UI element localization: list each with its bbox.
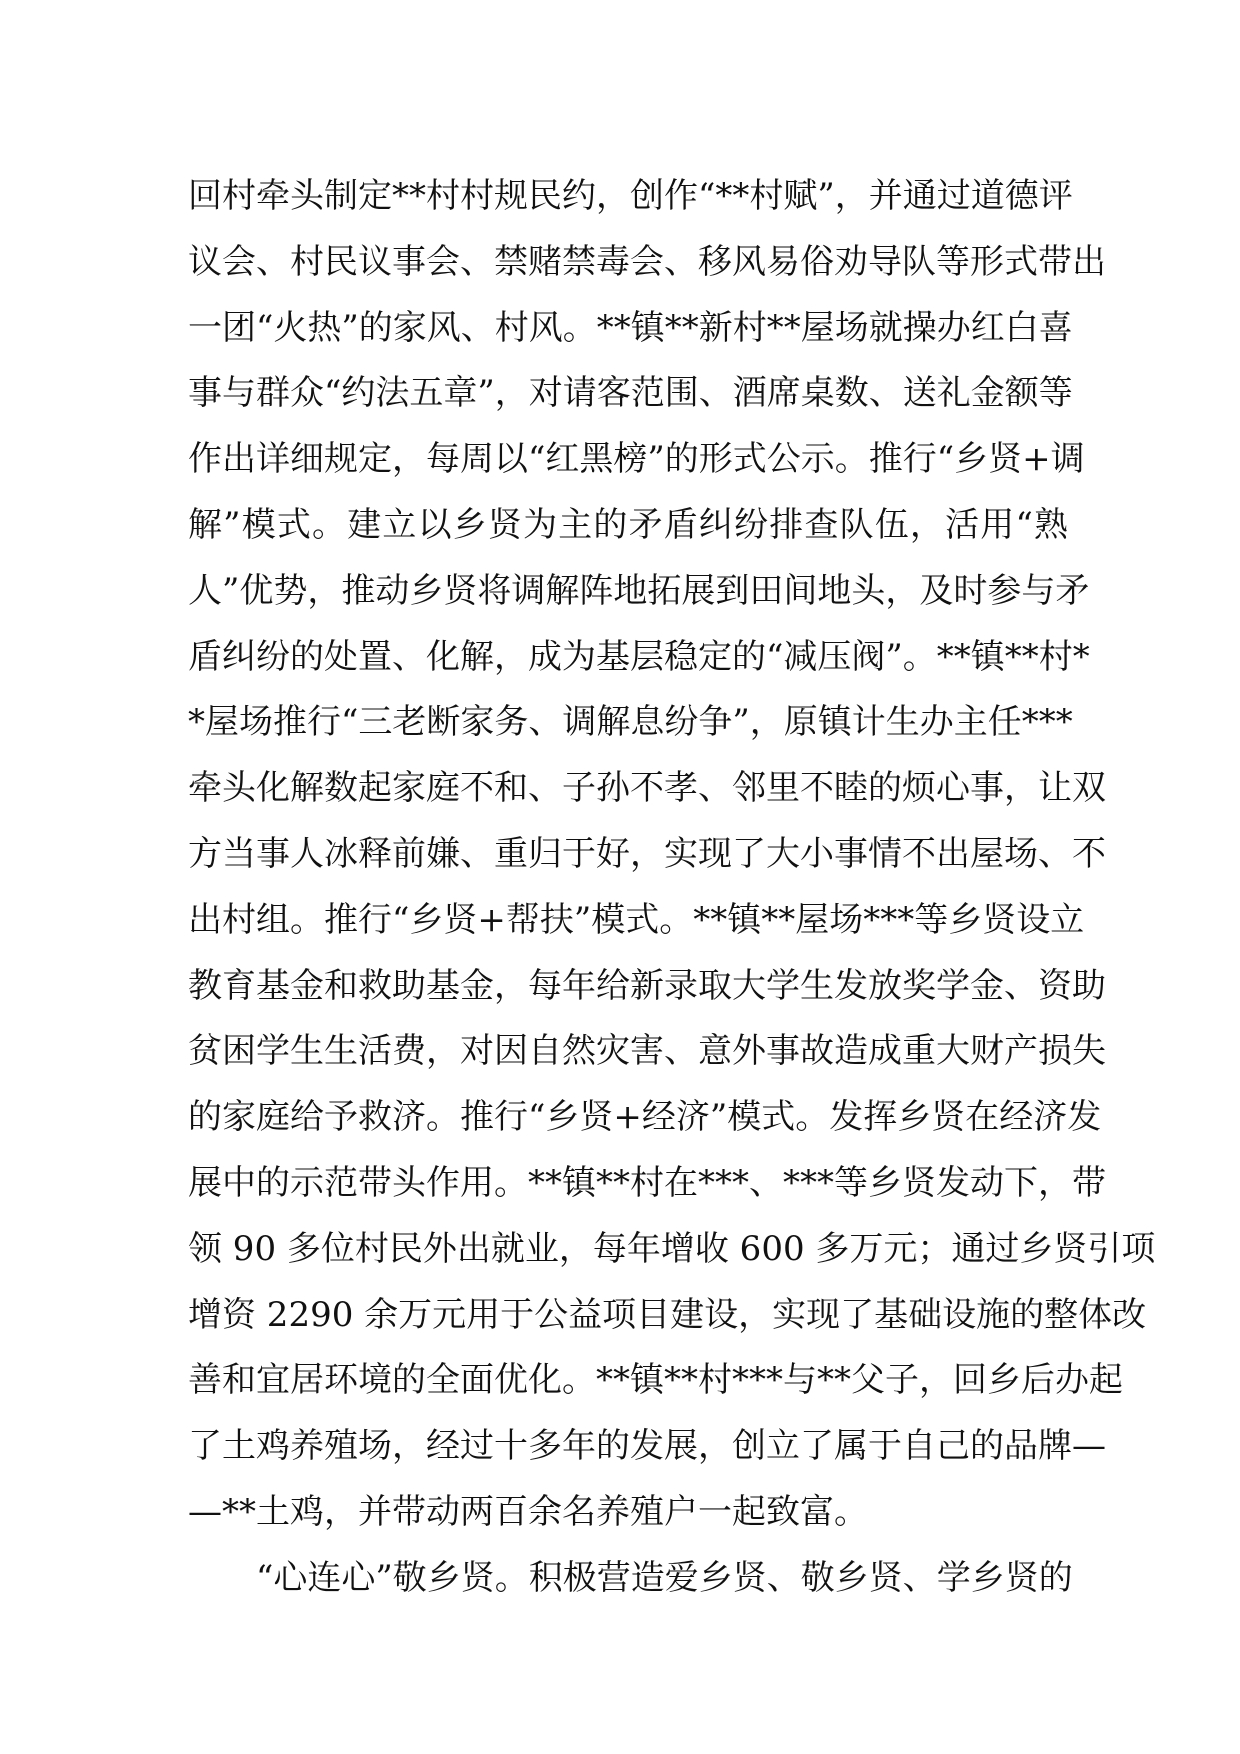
text-line: 增资 2290 余万元用于公益项目建设，实现了基础设施的整体改 <box>188 1294 1147 1335</box>
text-line: 展中的示范带头作用。**镇**村在***、***等乡贤发动下，带 <box>188 1162 1106 1203</box>
text-line: 教育基金和救助基金，每年给新录取大学生发放奖学金、资助 <box>188 965 1106 1006</box>
text-line: 一团“火热”的家风、村风。**镇**新村**屋场就操办红白喜 <box>188 307 1073 348</box>
text-line: 解”模式。建立以乡贤为主的矛盾纠纷排查队伍，活用“熟 <box>188 504 1068 545</box>
text-line: 贫困学生生活费，对因自然灾害、意外事故造成重大财产损失 <box>188 1031 1106 1072</box>
text-line: 事与群众“约法五章”，对请客范围、酒席桌数、送礼金额等 <box>188 373 1073 414</box>
paragraph-end-line: —**土鸡，并带动两百余名养殖户一起致富。 <box>188 1491 868 1532</box>
text-line: 方当事人冰释前嫌、重归于好，实现了大小事情不出屋场、不 <box>188 833 1106 874</box>
body-text <box>188 164 1156 1612</box>
text-line: 善和宜居环境的全面优化。**镇**村***与**父子，回乡后办起 <box>188 1360 1123 1401</box>
text-line: 出村组。推行“乡贤+帮扶”模式。**镇**屋场***等乡贤设立 <box>188 899 1085 940</box>
text-line: 盾纠纷的处置、化解，成为基层稳定的“减压阀”。**镇**村* <box>188 636 1090 677</box>
text-line: 的家庭给予救济。推行“乡贤+经济”模式。发挥乡贤在经济发 <box>188 1097 1102 1138</box>
text-line: 领 90 多位村民外出就业，每年增收 600 多万元；通过乡贤引项 <box>188 1228 1156 1269</box>
text-line: 牵头化解数起家庭不和、子孙不孝、邻里不睦的烦心事，让双 <box>188 768 1106 809</box>
text-line: *屋场推行“三老断家务、调解息纷争”，原镇计生办主任*** <box>188 702 1073 743</box>
text-line: 了土鸡养殖场，经过十多年的发展，创立了属于自己的品牌— <box>188 1426 1106 1467</box>
text-line: 议会、村民议事会、禁赌禁毒会、移风易俗劝导队等形式带出 <box>188 241 1106 282</box>
text-line: 作出详细规定，每周以“红黑榜”的形式公示。推行“乡贤+调 <box>188 439 1085 480</box>
text-line: 人”优势，推动乡贤将调解阵地拓展到田间地头，及时参与矛 <box>188 570 1090 611</box>
paragraph-start-line: “心连心”敬乡贤。积极营造爱乡贤、敬乡贤、学乡贤的 <box>256 1557 1073 1598</box>
text-line: 回村牵头制定**村村规民约，创作“**村赋”，并通过道德评 <box>188 176 1073 216</box>
